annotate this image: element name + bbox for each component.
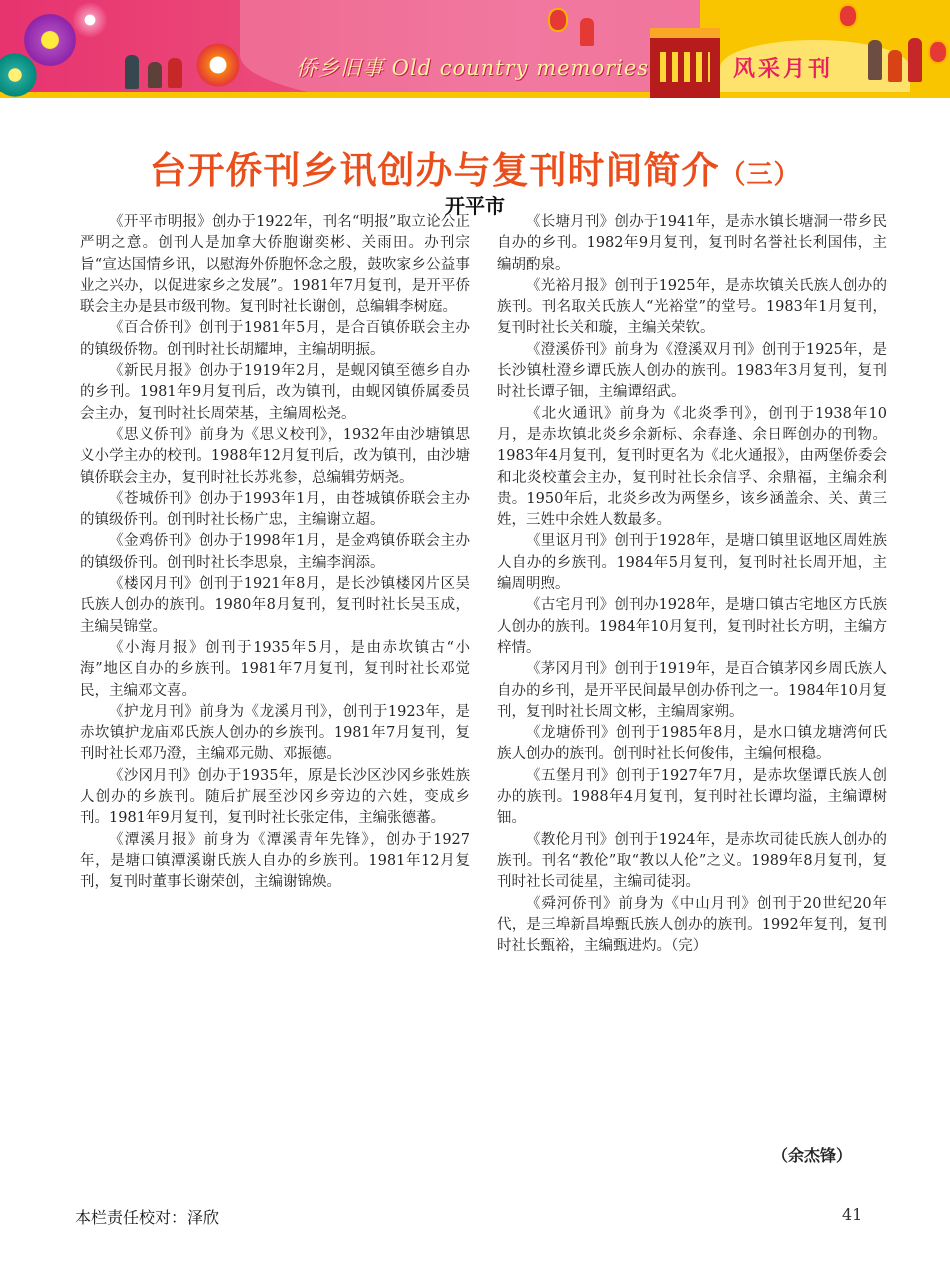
article-subtitle: 开平市	[445, 194, 505, 218]
person-figure	[168, 58, 182, 88]
right-column	[497, 212, 887, 957]
header-banner	[0, 0, 950, 98]
shop-building-decoration	[650, 28, 720, 98]
paragraph: 《茅冈月刊》创刊于1919年，是百合镇茅冈乡周氏族人自办的乡刊，是开平民间最早创办侨刊之一。1984年10月复刊，复刊时社长周文彬，主编周家朔。	[497, 661, 887, 720]
paragraph: 《开平市明报》创办于1922年，刊名“明报”取立论公正严明之意。创刊人是加拿大侨胞谢奕彬、关雨田。办刊宗旨“宣达国情乡讯，以慰海外侨胞怀念之殷，鼓吹家乡公益事业之兴办，以促进家乡之发展”。1981年7月复刊，是开平侨联会主办是县市级刊物。复刊时社长谢创，总编辑李树庭。	[80, 214, 470, 316]
page-number: 41	[842, 1205, 863, 1224]
lion-dance-decoration	[195, 42, 241, 88]
paragraph: 《古宅月刊》创刊办1928年，是塘口镇古宅地区方氏族人创办的族刊。1984年10月复刊，复刊时社长方明，主编方梓情。	[497, 597, 887, 656]
banner-column-name: 风采月刊	[733, 57, 834, 82]
paragraph: 《光裕月报》创刊于1925年，是赤坎镇关氏族人创办的族刊。刊名取关氏族人“光裕堂”的堂号。1983年1月复刊，复刊时社长关和璇，主编关荣钦。	[497, 277, 887, 337]
lantern-icon	[838, 4, 858, 28]
paragraph: 《楼冈月刊》创刊于1921年8月，是长沙镇楼冈片区吴氏族人创办的族刊。1980年8月复刊，复刊时社长吴玉成，主编吴锦堂。	[80, 576, 470, 635]
paragraph: 《百合侨刊》创刊于1981年5月，是合百镇侨联会主办的镇级侨物。创刊时社长胡耀坤，主编胡明振。	[80, 320, 470, 358]
paragraph: 《金鸡侨刊》创办于1998年1月，是金鸡镇侨联会主办的镇级侨刊。创刊时社长李思泉，主编李润添。	[80, 533, 470, 571]
person-figure	[580, 18, 594, 46]
paragraph: 《教伦月刊》创刊于1924年，是赤坎司徒氏族人创办的族刊。刊名“教伦”取“教以人伦”之义。1989年8月复刊，复刊时社长司徒星，主编司徒羽。	[497, 831, 887, 891]
paragraph: 《护龙月刊》前身为《龙溪月刊》，创刊于1923年，是赤坎镇护龙庙邓氏族人创办的乡族刊。1981年7月复刊，复刊时社长邓乃澄，主编邓元勋、邓振德。	[80, 703, 470, 763]
author-signature: （余杰锋）	[772, 1146, 853, 1165]
paragraph: 《龙塘侨刊》创刊于1985年8月，是水口镇龙塘湾何氏族人创办的族刊。创刊时社长何俊伟，主编何根稳。	[497, 725, 887, 763]
paragraph: 《苍城侨刊》创办于1993年1月，由苍城镇侨联会主办的镇级侨刊。创刊时社长杨广忠，主编谢立超。	[80, 490, 470, 529]
paragraph: 《新民月报》创办于1919年2月，是蚬冈镇至德乡自办的乡刊。1981年9月复刊后，改为镇刊，由蚬冈镇侨属委员会主办，复刊时社长周荣基，主编周松尧。	[80, 363, 470, 422]
lantern-icon	[928, 40, 948, 64]
article-title-main: 台开侨刊乡讯创办与复刊时间简介	[149, 149, 720, 192]
person-figure	[888, 50, 902, 82]
article-title-part: （三）	[719, 160, 801, 190]
person-figure	[868, 40, 882, 80]
banner-stripe	[0, 92, 950, 98]
paragraph: 《北火通讯》前身为《北炎季刊》，创刊于1938年10月，是赤坎镇北炎乡余新标、余春逢、余日晖创办的刊物。1983年4月复刊，复刊时更名为《北火通报》，由两堡侨委会和北炎校董会主办，复刊时社长余信孚、余鼎福，主编余利贵。1950年后，北炎乡改为两堡乡，该乡涵盖余、关、黄三姓，三姓中余姓人数最多。	[497, 405, 887, 529]
paragraph: 《思义侨刊》前身为《思义校刊》，1932年由沙塘镇思义小学主办的校刊。1988年12月复刊后，改为镇刊，由沙塘镇侨联会主办，复刊时社长苏兆参，总编辑劳炳尧。	[80, 426, 470, 486]
article-title	[0, 140, 950, 194]
person-figure	[148, 62, 162, 88]
paragraph: 《澄溪侨刊》前身为《澄溪双月刊》创刊于1925年，是长沙镇杜澄乡谭氏族人创办的族刊。1983年3月复刊，复刊时社长谭子钿，主编谭绍武。	[497, 341, 887, 401]
paragraph: 《里讴月刊》创刊于1928年，是塘口镇里讴地区周姓族人自办的乡族刊。1984年5月复刊，复刊时社长周开旭，主编周明煦。	[497, 533, 887, 593]
person-figure	[908, 38, 922, 82]
paragraph: 《沙冈月刊》创办于1935年，原是长沙区沙冈乡张姓族人创办的乡族刊。随后扩展至沙冈乡旁边的六姓，变成乡刊。1981年9月复刊，复刊时社长张定伟，主编张德蕃。	[80, 767, 470, 827]
paragraph: 《五堡月刊》创刊于1927年7月，是赤坎堡谭氏族人创办的族刊。1988年4月复刊，复刊时社长谭均溢，主编谭树钿。	[497, 767, 887, 827]
footer-proofreader: 本栏责任校对：泽欣	[75, 1208, 220, 1227]
person-figure	[125, 55, 139, 89]
left-column	[80, 212, 470, 894]
paragraph: 《长塘月刊》创办于1941年，是赤水镇长塘洞一带乡民自办的乡刊。1982年9月复刊，复刊时名誉社长利国伟，主编胡酌泉。	[497, 214, 887, 273]
paragraph: 《小海月报》创刊于1935年5月，是由赤坎镇古“小海”地区自办的乡族刊。1981年7月复刊，复刊时社长邓觉民，主编邓文喜。	[80, 639, 470, 699]
flower-decoration	[70, 0, 110, 40]
paragraph: 《潭溪月报》前身为《潭溪青年先锋》，创办于1927年，是塘口镇潭溪谢氏族人自办的乡族刊。1981年12月复刊，复刊时董事长谢荣创，主编谢锦焕。	[80, 831, 470, 891]
lantern-icon	[548, 8, 568, 32]
paragraph: 《舜河侨刊》前身为《中山月刊》创刊于20世纪20年代，是三埠新昌埠甄氏族人创办的族刊。1992年复刊，复刊时社长甄裕，主编甄进灼。（完）	[497, 895, 887, 955]
banner-series-title: 侨乡旧事 Old country memories	[296, 56, 650, 80]
